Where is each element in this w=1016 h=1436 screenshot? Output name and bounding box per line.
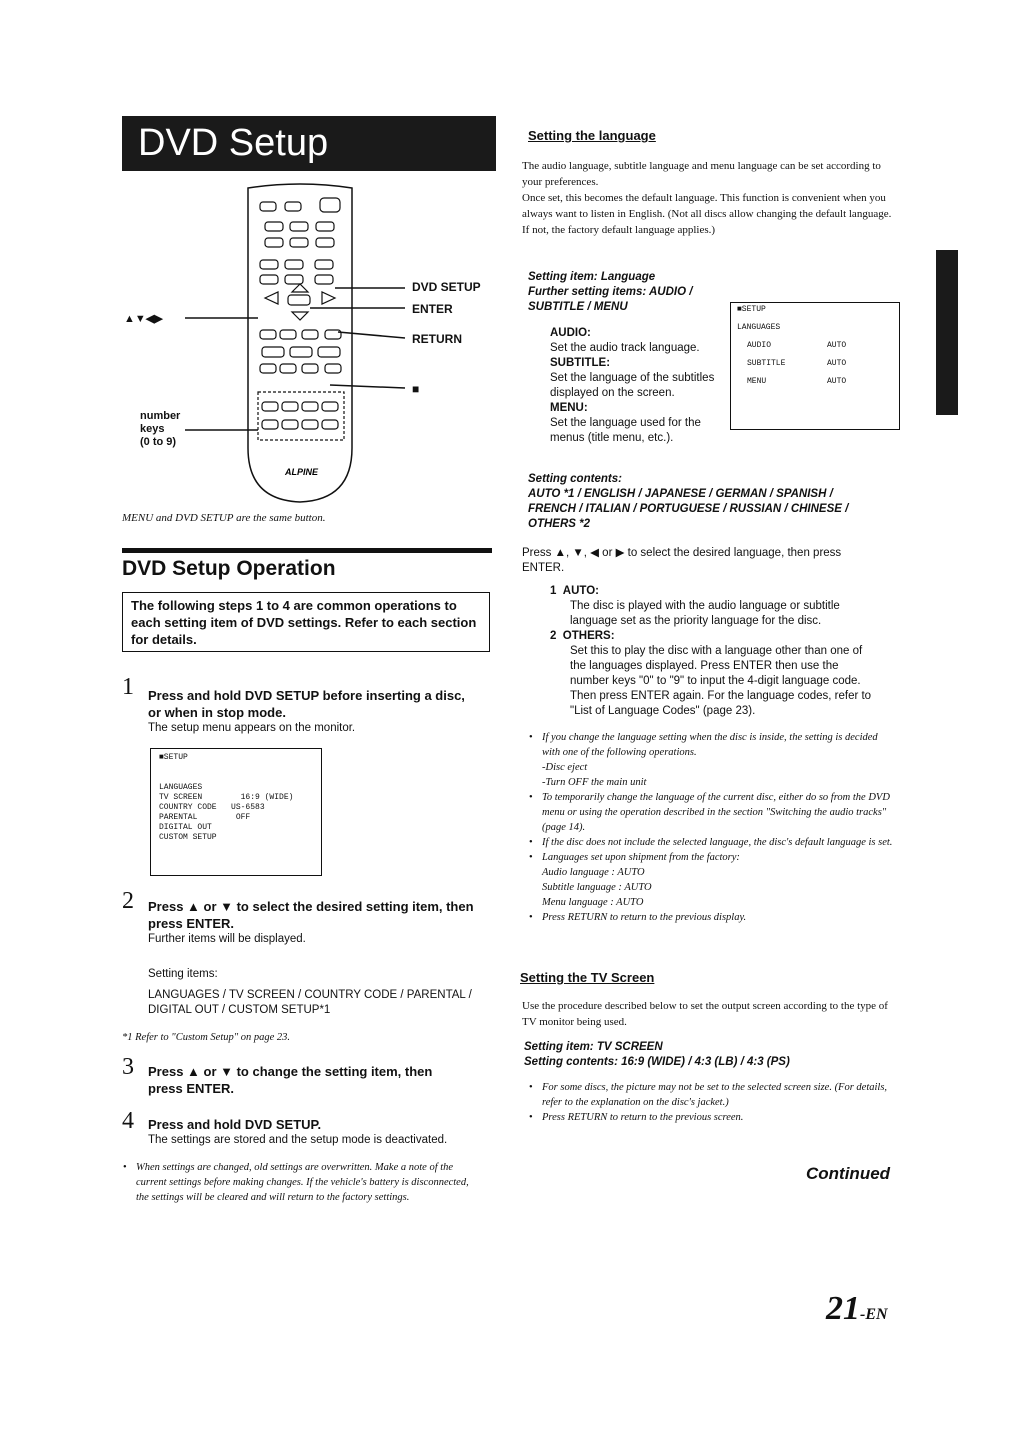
note-item: • If the disc does not include the selected language, the disc's default language is set. xyxy=(542,835,898,850)
note-item: • For some discs, the picture may not be set to the selected screen size. (For details, refer to the explanation on the disc's jacket.) xyxy=(542,1080,898,1110)
callout-enter: ENTER xyxy=(412,302,453,316)
setup-menu-line: COUNTRY CODE US-6583 xyxy=(159,803,265,812)
callout-stop: ■ xyxy=(412,382,420,396)
setting-items: LANGUAGES / TV SCREEN / COUNTRY CODE / PARENTAL / DIGITAL OUT / CUSTOM SETUP*1 xyxy=(148,989,472,1016)
language-press-instruction: Press ▲, ▼, ◀ or ▶ to select the desired language, then press ENTER. xyxy=(522,547,842,574)
language-setting-item: Setting item: Language xyxy=(528,271,656,283)
language-heading: Setting the language xyxy=(528,128,656,143)
remote-control-icon xyxy=(185,184,405,502)
setup-menu-line: DIGITAL OUT xyxy=(159,823,212,832)
note-item: • Press RETURN to return to the previous display. xyxy=(542,910,898,925)
step-2-number: 2 xyxy=(122,888,134,914)
note-item: • If you change the language setting when the disc is inside, the setting is decided with one of the following operations. -Disc eject -Turn OFF the main unit xyxy=(542,730,898,790)
setup-menu-line: CUSTOM SETUP xyxy=(159,833,217,842)
tv-notes xyxy=(528,1080,898,1125)
language-notes xyxy=(528,730,898,925)
step-3-number: 3 xyxy=(122,1054,134,1080)
settings-note: • When settings are changed, old settings are overwritten. Make a note of the current settings before making changes. If the vehicle's battery is disconnected, the settings will be cleared and will return to the factory settings. xyxy=(122,1160,482,1205)
language-further-items: Further setting items: AUDIO / SUBTITLE / MENU xyxy=(528,286,693,313)
tv-screen-heading: Setting the TV Screen xyxy=(520,970,655,985)
languages-screen-item: MENU xyxy=(747,377,767,386)
step-2: Press ▲ or ▼ to select the desired setting item, then press ENTER. Further items will be displayed. xyxy=(148,899,474,945)
step-3: Press ▲ or ▼ to change the setting item, then press ENTER. xyxy=(148,1064,433,1096)
language-items-desc: AUDIO: Set the audio track language. SUBTITLE: Set the language of the subtitles displayed on the screen. MENU: Set the language used for the menus (title menu, etc.). xyxy=(550,327,715,444)
languages-screen-item: AUDIO xyxy=(747,341,772,350)
section-tab xyxy=(936,250,958,415)
languages-screen-row xyxy=(747,359,893,369)
setting-contents-label: Setting contents: xyxy=(528,473,622,485)
languages-screen-value: AUTO xyxy=(827,377,847,386)
setup-menu-line: PARENTAL OFF xyxy=(159,813,251,822)
step-4-number: 4 xyxy=(122,1108,134,1134)
footnote-1: *1 Refer to "Custom Setup" on page 23. xyxy=(122,1032,291,1043)
remote-brand: ALPINE xyxy=(285,467,319,477)
note-item: • Press RETURN to return to the previous screen. xyxy=(542,1110,898,1125)
continued-label: Continued xyxy=(806,1164,891,1183)
common-operations-box: The following steps 1 to 4 are common operations to each setting item of DVD settings. Refer to each section for details. xyxy=(122,592,490,652)
setting-items-label: Setting items: xyxy=(148,968,218,980)
languages-screen-value: AUTO xyxy=(827,341,847,350)
setup-menu-line: LANGUAGES xyxy=(159,783,203,792)
step-4: Press and hold DVD SETUP. The settings are stored and the setup mode is deactivated. xyxy=(148,1117,448,1146)
tv-screen-intro: Use the procedure described below to set the output screen according to the type of TV monitor being used. xyxy=(522,1000,888,1028)
languages-screen: ■SETUP LANGUAGES AUDIO AUTO SUBTITLE AUTO MENU AUTO xyxy=(730,302,900,430)
callout-arrows: ▲▼◀▶ xyxy=(124,313,163,325)
page-title: DVD Setup xyxy=(122,116,496,171)
callout-number-keys: number keys (0 to 9) xyxy=(140,410,181,448)
callout-return: RETURN xyxy=(412,332,462,346)
language-options: 1 AUTO: The disc is played with the audio language or subtitle language set as the priority language for the disc. 2 OTHERS: Set this to play the disc with a language other than one of the languages displayed. Press ENTER then use the number keys "0" to "9" to input the 4-digit language code. Then press ENTER again. For the language codes, refer to "List of Language Codes" (page 23). xyxy=(550,585,872,717)
setting-contents: AUTO *1 / ENGLISH / JAPANESE / GERMAN / SPANISH / FRENCH / ITALIAN / PORTUGUESE / RUSSIAN / CHINESE / OTHERS *2 xyxy=(528,488,849,530)
step-1: Press and hold DVD SETUP before inserting a disc, or when in stop mode. The setup menu appears on the monitor. xyxy=(148,688,465,734)
remote-illustration xyxy=(120,180,500,520)
note-item: • Languages set upon shipment from the factory: Audio language : AUTO Subtitle language : AUTO Menu language : AUTO xyxy=(542,850,898,910)
setup-menu-screen: ■SETUP LANGUAGES TV SCREEN 16:9 (WIDE) COUNTRY CODE US-6583 PARENTAL OFF DIGITAL OUT CUSTOM SETUP xyxy=(150,748,322,876)
step-1-number: 1 xyxy=(122,674,134,700)
setup-menu-line: TV SCREEN 16:9 (WIDE) xyxy=(159,793,294,802)
tv-setting-contents: Setting contents: 16:9 (WIDE) / 4:3 (LB) / 4:3 (PS) xyxy=(524,1056,790,1068)
languages-screen-row xyxy=(747,341,893,351)
page-number: 21-EN xyxy=(826,1290,888,1327)
note-item: • To temporarily change the language of the current disc, either do so from the DVD menu or using the operation described in the section "Switching the audio tracks" (page 14). xyxy=(542,790,898,835)
remote-caption: MENU and DVD SETUP are the same button. xyxy=(122,512,326,524)
operation-heading: DVD Setup Operation xyxy=(122,548,492,581)
languages-screen-item: SUBTITLE xyxy=(747,359,786,368)
languages-screen-value: AUTO xyxy=(827,359,847,368)
language-intro: The audio language, subtitle language and menu language can be set according to your preferences. Once set, this becomes the default language. This function is convenient when you always want to listen in English. (Not all discs allow changing the default language. If not, the factory default language applies.) xyxy=(522,160,892,236)
languages-screen-row xyxy=(747,377,893,387)
callout-dvd-setup: DVD SETUP xyxy=(412,280,481,294)
tv-setting-item: Setting item: TV SCREEN xyxy=(524,1041,663,1053)
